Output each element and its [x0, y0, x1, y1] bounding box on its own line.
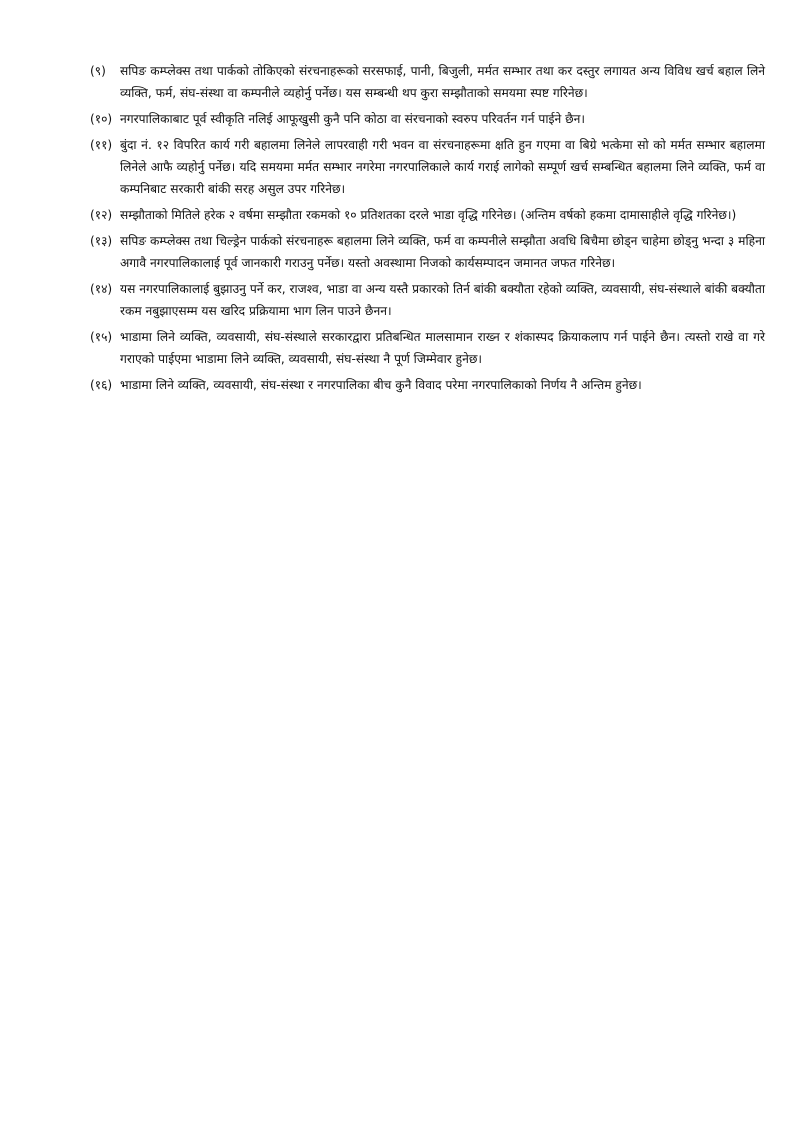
- clause-item: [90, 326, 765, 370]
- clause-text: भाडामा लिने व्यक्ति, व्यवसायी, संघ-संस्थाले सरकारद्वारा प्रतिबन्धित मालसामान राख्न र शंकास्पद क्रियाकलाप गर्न पाईने छैन। त्यस्तो राखे वा गरे गराएको पाईएमा भाडामा लिने व्यक्ति, व्यवसायी, संघ-संस्था नै पूर्ण जिम्मेवार हुनेछ।: [120, 330, 765, 366]
- clause-number: (१५): [90, 330, 113, 344]
- clause-text: सपिङ कम्प्लेक्स तथा चिल्ड्रेन पार्कको संरचनाहरू बहालमा लिने व्यक्ति, फर्म वा कम्पनीले सम्झौता अवधि बिचैमा छोड्न चाहेमा छोड्नु भन्दा ३ महिना अगावै नगरपालिकालाई पूर्व जानकारी गराउनु पर्नेछ। यस्तो अवस्थामा निजको कार्यसम्पादन जमानत जफत गरिनेछ।: [120, 234, 765, 270]
- clause-item: [90, 374, 765, 396]
- clause-number: (१४): [90, 282, 113, 296]
- clause-text: भाडामा लिने व्यक्ति, व्यवसायी, संघ-संस्था र नगरपालिका बीच कुनै विवाद परेमा नगरपालिकाको निर्णय नै अन्तिम हुनेछ।: [120, 378, 642, 392]
- clause-text: नगरपालिकाबाट पूर्व स्वीकृति नलिई आफूखुसी कुनै पनि कोठा वा संरचनाको स्वरुप परिवर्तन गर्न पाईने छैन।: [120, 112, 586, 126]
- clause-number: (१३): [90, 234, 113, 248]
- clause-list: [90, 60, 765, 400]
- clause-number: (११): [90, 138, 113, 152]
- clause-text: सपिङ कम्प्लेक्स तथा पार्कको तोकिएको संरचनाहरूको सरसफाई, पानी, बिजुली, मर्मत सम्भार तथा कर दस्तुर लगायत अन्य विविध खर्च बहाल लिने व्यक्ति, फर्म, संघ-संस्था वा कम्पनीले व्यहोर्नु पर्नेछ। यस सम्बन्धी थप कुरा सम्झौताको समयमा स्पष्ट गरिनेछ।: [120, 64, 765, 100]
- clause-number: (१२): [90, 208, 113, 222]
- clause-text: बुंदा नं. १२ विपरित कार्य गरी बहालमा लिनेले लापरवाही गरी भवन वा संरचनाहरूमा क्षति हुन गएमा वा बिग्रे भत्केमा सो को मर्मत सम्भार बहालमा लिनेले आफै व्यहोर्नु पर्नेछ। यदि समयमा मर्मत सम्भार नगरेमा नगरपालिकाले कार्य गराई लागेको सम्पूर्ण खर्च सम्बन्धित बहालमा लिने व्यक्ति, फर्म वा कम्पनिबाट सरकारी बांकी सरह असुल उपर गरिनेछ।: [120, 138, 765, 196]
- clause-text: सम्झौताको मितिले हरेक २ वर्षमा सम्झौता रकमको १० प्रतिशतका दरले भाडा वृद्धि गरिनेछ। (अन्तिम वर्षको हकमा दामासाहीले वृद्धि गरिनेछ।): [120, 208, 737, 222]
- clause-item: [90, 108, 765, 130]
- clause-number: (९): [90, 64, 106, 78]
- clause-item: [90, 134, 765, 200]
- clause-item: [90, 278, 765, 322]
- clause-text: यस नगरपालिकालाई बुझाउनु पर्ने कर, राजश्व, भाडा वा अन्य यस्तै प्रकारको तिर्न बांकी बक्यौता रहेको व्यक्ति, व्यवसायी, संघ-संस्थाले बांकी बक्यौता रकम नबुझाएसम्म यस खरिद प्रक्रियामा भाग लिन पाउने छैनन।: [120, 282, 765, 318]
- clause-item: [90, 60, 765, 104]
- clause-number: (१०): [90, 112, 113, 126]
- clause-number: (१६): [90, 378, 113, 392]
- clause-item: [90, 230, 765, 274]
- clause-item: [90, 204, 765, 226]
